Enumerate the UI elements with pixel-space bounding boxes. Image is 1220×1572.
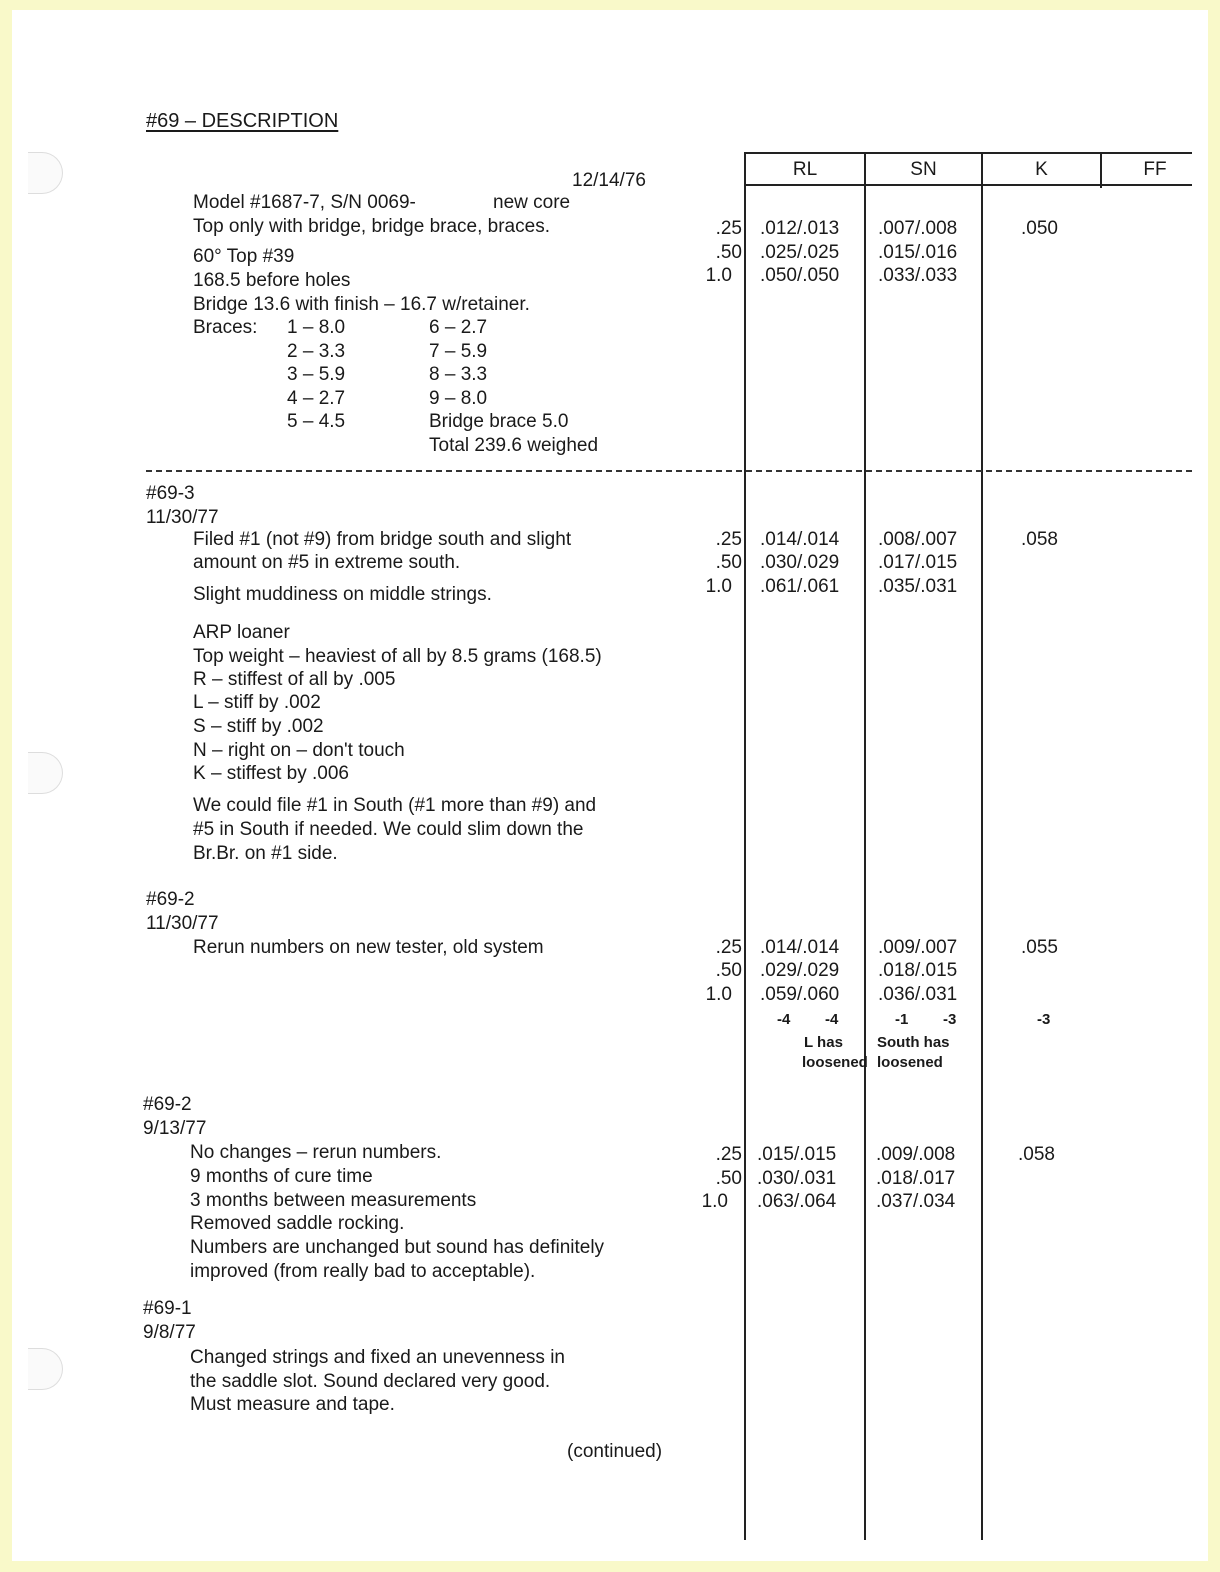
sn-value: .033/.033 [878,265,958,286]
rl-value: .015/.015 [757,1144,837,1165]
sn-value: .036/.031 [878,984,958,1005]
entry-date: 9/13/77 [143,1118,207,1139]
rl-value: .012/.013 [760,218,840,239]
entry-line: S – stiff by .002 [193,716,324,737]
brace-weight: 3 – 5.9 [287,364,346,385]
entry-line: Filed #1 (not #9) from bridge south and slight [193,529,572,550]
load-value: 1.0 [705,984,732,1005]
table-header-rule [746,184,1192,186]
entry-line: Removed saddle rocking. [190,1213,405,1234]
rl-note: loosened [802,1054,868,1071]
rl-value: .029/.029 [760,960,840,981]
rl-value: .014/.014 [760,937,840,958]
column-header-ff: FF [1143,159,1167,180]
entry-id: #69-3 [146,483,195,504]
entry-line: We could file #1 in South (#1 more than #9) and [193,795,597,816]
sn-value: .037/.034 [876,1191,956,1212]
entry-date: 11/30/77 [146,913,219,934]
brace-weight: Bridge brace 5.0 [429,411,569,432]
entry-line: No changes – rerun numbers. [190,1142,442,1163]
entry-line: Braces: [193,317,258,338]
sn-value: .009/.008 [876,1144,956,1165]
entry-line: amount on #5 in extreme south. [193,552,461,573]
entry-line: 3 months between measurements [190,1190,477,1211]
column-header-sn: SN [910,159,937,180]
entry-line: 9 months of cure time [190,1166,373,1187]
brace-weight: 2 – 3.3 [287,341,346,362]
load-value: .50 [715,1168,742,1189]
entry-line: Slight muddiness on middle strings. [193,584,492,605]
column-divider [981,152,983,1540]
page-title: #69 – DESCRIPTION [146,110,339,132]
section-divider [146,470,1192,472]
sn-value: .018/.017 [876,1168,956,1189]
entry-line: 60° Top #39 [193,246,295,267]
sn-value: .035/.031 [878,576,958,597]
rl-value: .014/.014 [760,529,840,550]
entry-line: Model #1687-7, S/N 0069- [193,192,416,213]
entry-line: Bridge 13.6 with finish – 16.7 w/retainer. [193,294,530,315]
column-divider [864,152,866,1540]
brace-weight: 5 – 4.5 [287,411,346,432]
continued-note: (continued) [567,1441,663,1462]
rl-value: .030/.029 [760,552,840,573]
rl-value: .030/.031 [757,1168,837,1189]
entry-line: Top only with bridge, bridge brace, braces. [193,216,550,237]
rl-value: .059/.060 [760,984,840,1005]
load-value: .50 [715,552,742,573]
sn-note: loosened [877,1054,943,1071]
brace-weight: 7 – 5.9 [429,341,488,362]
brace-weight: 9 – 8.0 [429,388,488,409]
entry-id: #69-2 [146,889,195,910]
column-header-rl: RL [792,159,818,180]
rl-value: .063/.064 [757,1191,837,1212]
entry-line: Br.Br. on #1 side. [193,843,338,864]
rl-delta: -4 [777,1011,791,1028]
load-value: .50 [715,960,742,981]
entry-line: new core [493,192,571,213]
entry-line: the saddle slot. Sound declared very good. [190,1371,551,1392]
sn-delta: -3 [943,1011,957,1028]
entry-line: Must measure and tape. [190,1394,395,1415]
rl-value: .025/.025 [760,242,840,263]
entry-date: 12/14/76 [572,170,646,191]
entry-line: ARP loaner [193,622,290,643]
load-value: 1.0 [705,265,732,286]
sn-value: .007/.008 [878,218,958,239]
entry-line: K – stiffest by .006 [193,763,349,784]
entry-line: #5 in South if needed. We could slim down the [193,819,584,840]
entry-line: 168.5 before holes [193,270,351,291]
k-value: .058 [1021,529,1058,550]
k-delta: -3 [1037,1011,1051,1028]
sn-note: South has [877,1034,950,1051]
entry-line: Numbers are unchanged but sound has definitely [190,1237,605,1258]
k-value: .058 [1018,1144,1055,1165]
load-value: 1.0 [701,1191,728,1212]
entry-line: Changed strings and fixed an unevenness in [190,1347,565,1368]
table-top-rule [746,152,1192,154]
rl-value: .050/.050 [760,265,840,286]
entry-line: N – right on – don't touch [193,740,405,761]
sn-delta: -1 [895,1011,909,1028]
rl-delta: -4 [825,1011,839,1028]
k-value: .055 [1021,937,1058,958]
brace-weight: 1 – 8.0 [287,317,346,338]
rl-note: L has [804,1034,843,1051]
sn-value: .008/.007 [878,529,958,550]
sn-value: .015/.016 [878,242,958,263]
brace-weight: 4 – 2.7 [287,388,346,409]
sn-value: .009/.007 [878,937,958,958]
sn-value: .018/.015 [878,960,958,981]
load-value: .25 [715,529,742,550]
load-value: .50 [715,242,742,263]
sn-value: .017/.015 [878,552,958,573]
entry-date: 9/8/77 [143,1322,196,1343]
brace-total: Total 239.6 weighed [429,435,599,456]
entry-id: #69-2 [143,1094,192,1115]
entry-line: R – stiffest of all by .005 [193,669,396,690]
column-divider [744,152,746,1540]
load-value: .25 [715,1144,742,1165]
load-value: 1.0 [705,576,732,597]
rl-value: .061/.061 [760,576,840,597]
entry-id: #69-1 [143,1298,192,1319]
entry-line: Rerun numbers on new tester, old system [193,937,544,958]
entry-line: Top weight – heaviest of all by 8.5 grams (168.5) [193,646,602,667]
brace-weight: 8 – 3.3 [429,364,488,385]
k-value: .050 [1021,218,1058,239]
load-value: .25 [715,937,742,958]
load-value: .25 [715,218,742,239]
entry-line: L – stiff by .002 [193,692,321,713]
brace-weight: 6 – 2.7 [429,317,488,338]
column-header-k: K [1035,159,1048,180]
entry-date: 11/30/77 [146,507,219,528]
entry-line: improved (from really bad to acceptable). [190,1261,536,1282]
